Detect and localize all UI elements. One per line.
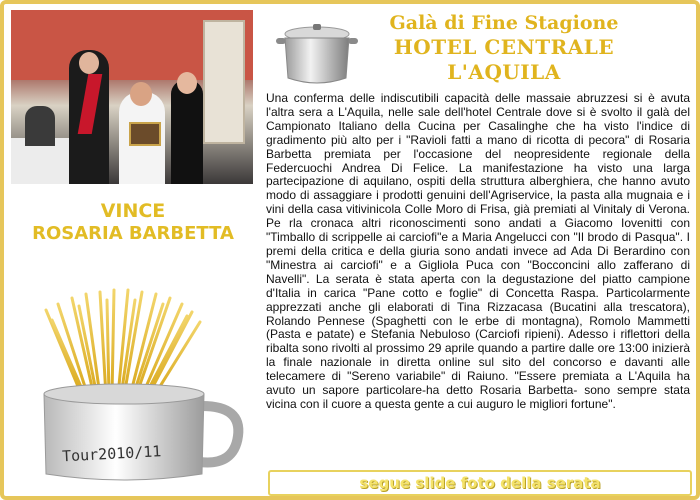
event-photo <box>11 10 253 184</box>
winner-label: VINCE <box>100 200 166 222</box>
winner-caption <box>14 200 252 245</box>
cooking-pot-icon <box>274 18 360 88</box>
winner-name: ROSARIA BARBETTA <box>32 223 234 244</box>
headline-event: Galà di Fine Stagione <box>389 12 619 34</box>
article-body: Una conferma delle indiscutibili capacità delle massaie abruzzesi si è avuta l'altra sera a L'Aquila, nelle sale dell'hotel Centrale dove si è svolto il galà del Campionato Italiano della Cucina per Casalinghe che ha visto l'indice di gradimento più alto per i "Ravioli fatti a mano di ricotta di pecora" di Rosaria Barbetta premiata per l'occasione del neopresidente regionale della Federcuochi Andrea Di Felice. La manifestazione ha visto una larga partecipazione di aquilano, ospiti della struttura alberghiera, che hanno avuto modo di assaggiare i prodotti genuini dell'Agriservice, la pasta alla mugnaia e i vini della casa vitivinicola Colle Moro di Frisa, già premiati al Vinitaly di Verona. Pe rla cronaca altri riconoscimenti sono andati a Giacomo Iovenitti con "Timballo di scrippelle ai carciofi"e a Maria Angelucci con "Il brodo di Pasqua". I premi della critica e della giuria sono andati invece ad Ada Di Berardino con "Minestra ai carciofi" e a Gigliola Puca con "Bocconcini allo zafferano di Navelli". La serata è stata aperta con la degustazione del piatto campione d'Italia in carica "Pane cotto e foglie" di Concetta Raspa. Particolarmente apprezzati anche gli elaborati di Tina Rizzacasa (Bucatini alla trescatora), Rolando Pennese (Spaghetti con le erbe di montagna), Romolo Mammetti (Pasta e patate) e Stefania Nebuloso (Carciofi ripieni). Adesso i riflettori della ribalta sono rivolti al prossimo 29 aprile quando a partire dalle ore 13:00 inizierà la finale nazionale in diretta online sul sito del concorso e davanti alle telecamere di "Sereno variabile" di Raiuno. "Essere premiata a L'Aquila ha avuto un sapore particolare-ha detto Rosaria Barbetta- sono sempre stata vicina con il cuore a questa gente a cui auguro le migliori fortune". <box>266 91 690 411</box>
photo-slides-link-text[interactable]: segue slide foto della serata <box>359 474 601 492</box>
headline <box>359 12 649 85</box>
mug-label: Tour2010/11 <box>61 442 162 466</box>
headline-city: L'AQUILA <box>447 60 561 84</box>
headline-hotel: HOTEL CENTRALE <box>393 35 615 59</box>
photo-slides-link[interactable] <box>268 470 692 496</box>
